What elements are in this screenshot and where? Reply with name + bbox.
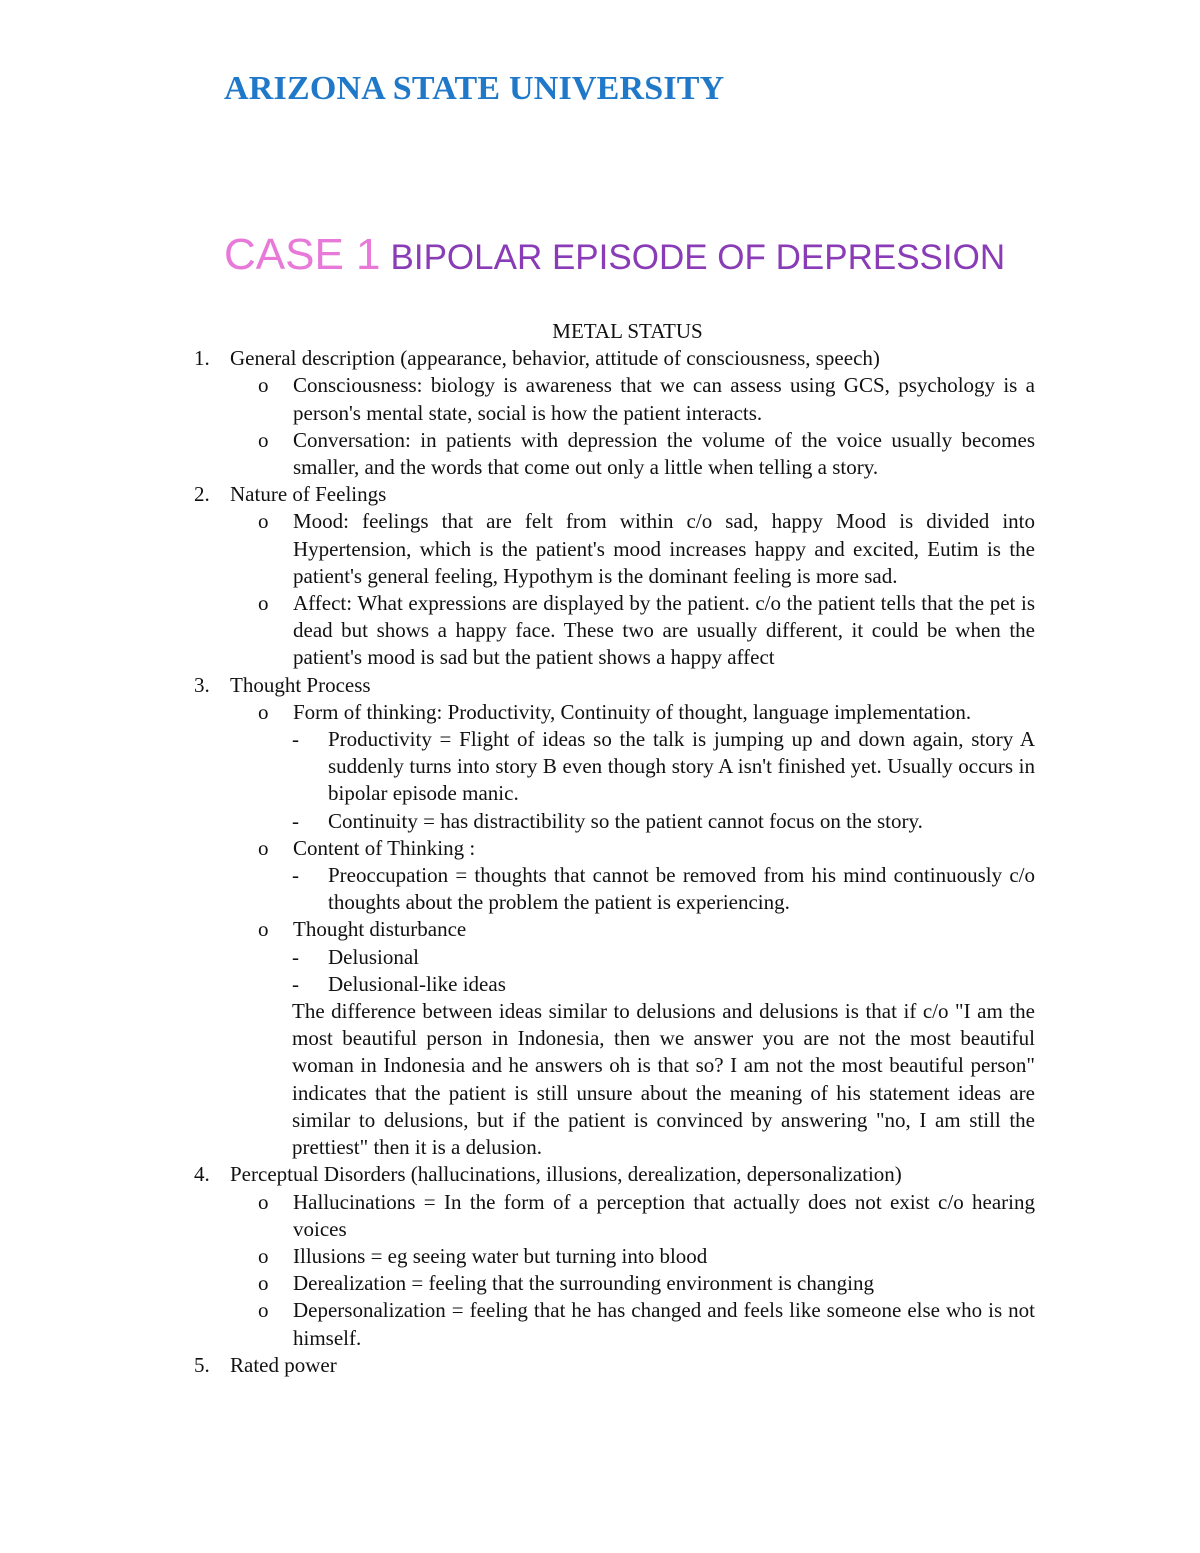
item-text: Rated power <box>230 1352 337 1377</box>
bullet-consciousness <box>190 372 1035 426</box>
bullet-form-of-thinking <box>190 699 1035 726</box>
dash-text: Preoccupation = thoughts that cannot be removed from his mind continuously c/o thoughts about the problem the patient is experiencing. <box>328 863 1035 915</box>
item-number: 3. <box>194 672 210 697</box>
bullet-text: Form of thinking: Productivity, Continuity of thought, language implementation. <box>293 699 972 724</box>
bullet-marker: o <box>258 1243 269 1268</box>
list-item-5 <box>190 1352 1035 1379</box>
bullet-text: Consciousness: biology is awareness that we can assess using GCS, psychology is a person's mental state, social is how the patient interacts. <box>293 373 1035 425</box>
bullet-marker: o <box>258 699 269 724</box>
bullet-illusions <box>190 1243 1035 1270</box>
list-item-3 <box>190 672 1035 699</box>
document-body <box>190 318 1035 1379</box>
section-heading: METAL STATUS <box>552 319 703 343</box>
bullet-text: Thought disturbance <box>293 917 467 942</box>
dash-productivity <box>190 726 1035 808</box>
bullet-thought-disturbance <box>190 916 1035 943</box>
bullet-marker: o <box>258 591 269 616</box>
dash-continuity <box>190 808 1035 835</box>
case-title <box>224 230 1005 280</box>
bullet-marker: o <box>258 373 269 398</box>
bullet-text: Illusions = eg seeing water but turning into blood <box>293 1243 708 1268</box>
bullet-marker: o <box>258 427 269 452</box>
bullet-marker: o <box>258 1271 269 1296</box>
bullet-mood <box>190 508 1035 590</box>
dash-marker: - <box>292 944 299 969</box>
bullet-marker: o <box>258 835 269 860</box>
bullet-text: Conversation: in patients with depression the volume of the voice usually becomes smaller, and the words that come out only a little when telling a story. <box>293 427 1035 480</box>
bullet-marker: o <box>258 1298 269 1323</box>
dash-marker: - <box>292 971 299 996</box>
dash-text: Delusional-like ideas <box>328 971 506 996</box>
item-number: 2. <box>194 482 210 507</box>
item-text: Thought Process <box>230 672 371 697</box>
bullet-derealization <box>190 1270 1035 1297</box>
bullet-marker: o <box>258 1189 269 1214</box>
dash-text: Productivity = Flight of ideas so the talk is jumping up and down again, story A suddenly turns into story B even though story A isn't finished yet. Usually occurs in bipolar episode manic. <box>328 727 1035 806</box>
list-item-2 <box>190 481 1035 508</box>
delusion-paragraph: The difference between ideas similar to delusions and delusions is that if c/o "I am the most beautiful person in Indonesia, then we answer you are not the most beautiful woman in Indonesia and he answers oh is that so? I am not the most beautiful person" indicates that the patient is still unsure about the meaning of his statement ideas are similar to delusions, but if the patient is convinced by answering "no, I am still the prettiest" then it is a delusion. <box>292 999 1035 1160</box>
dash-marker: - <box>292 727 299 752</box>
bullet-content-of-thinking <box>190 835 1035 862</box>
item-number: 1. <box>194 346 210 371</box>
list-item-1 <box>190 345 1035 372</box>
case-subtitle: BIPOLAR EPISODE OF DEPRESSION <box>390 238 1006 277</box>
bullet-affect <box>190 590 1035 672</box>
dash-marker: - <box>292 863 299 888</box>
bullet-text: Hallucinations = In the form of a perception that actually does not exist c/o hearing voices <box>293 1189 1035 1241</box>
dash-text: Continuity = has distractibility so the patient cannot focus on the story. <box>328 808 923 833</box>
bullet-marker: o <box>258 509 269 534</box>
university-title: ARIZONA STATE UNIVERSITY <box>224 70 725 107</box>
list-item-4 <box>190 1161 1035 1188</box>
item-text: Perceptual Disorders (hallucinations, illusions, derealization, depersonalization) <box>230 1162 902 1187</box>
bullet-text: Derealization = feeling that the surrounding environment is changing <box>293 1271 875 1296</box>
dash-text: Delusional <box>328 944 419 969</box>
bullet-text: Content of Thinking : <box>293 835 476 860</box>
item-number: 4. <box>194 1162 210 1187</box>
dash-delusional-like <box>190 971 1035 998</box>
bullet-marker: o <box>258 917 269 942</box>
bullet-text: Affect: What expressions are displayed by the patient. c/o the patient tells that the pet is dead but shows a happy face. These two are usually different, it could be when the patient's mood is sad but the patient shows a happy affect <box>293 591 1035 670</box>
dash-marker: - <box>292 808 299 833</box>
item-number: 5. <box>194 1352 210 1377</box>
bullet-depersonalization <box>190 1297 1035 1351</box>
bullet-conversation <box>190 427 1035 481</box>
dash-delusional <box>190 944 1035 971</box>
bullet-hallucinations <box>190 1189 1035 1243</box>
bullet-text: Depersonalization = feeling that he has changed and feels like someone else who is not himself. <box>293 1298 1035 1350</box>
item-text: General description (appearance, behavior, attitude of consciousness, speech) <box>230 346 880 371</box>
dash-preoccupation <box>190 862 1035 916</box>
bullet-text: Mood: feelings that are felt from within c/o sad, happy Mood is divided into Hypertension, which is the patient's mood increases happy and excited, Eutim is the patient's general feeling, Hypothym is the dominant feeling is more sad. <box>293 509 1035 588</box>
case-label: CASE 1 <box>224 230 381 279</box>
item-text: Nature of Feelings <box>230 482 387 507</box>
